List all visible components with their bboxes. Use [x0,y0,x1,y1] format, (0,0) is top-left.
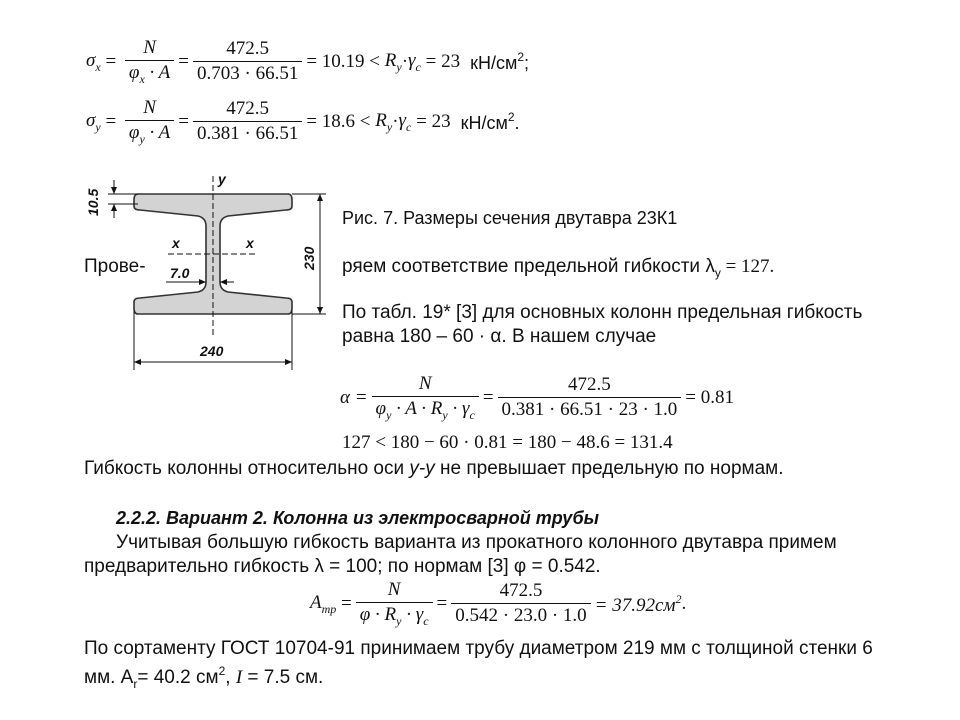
section-title: 2.2.2. Вариант 2. Колонна из электросварной трубы [116,508,600,528]
fraction-area-numeric: $\frac{472.5}{0.542 \cdot 23.0 \cdot 1.0}$ [451,581,590,627]
sigma-symbol: $\sigma_x$ [86,49,101,74]
fraction-area-symbolic: $\frac{N}{\varphi \cdot R_y \cdot \gamma_c}$ [356,580,433,628]
conclusion-text: Гибкость колонны относительно оси y-y не превышает предельную по нормам. [84,458,784,479]
equation-sigma-y: $\sigma_y$ = $\frac{N}{\varphi_y \cdot A}$ = $\frac{472.5}{0.381 \cdot 66.51}$ = 18.6 < $R_y$ · $\gamma_c$ = 23 $кН/см^2$. [86,97,520,146]
equation-alpha: α = $\frac{N}{\varphi_y \cdot A \cdot R_y \cdot \gamma_c}$ = $\frac{472.5}{0.381 \cdot 66.51 \cdot 23 \cdot 1.0}$ = 0.81 [340,373,734,422]
dim-web-label: 7.0 [170,265,190,281]
axis-x-left-label: x [172,235,180,251]
axis-y-label: y [218,171,226,187]
dim-width-label: 240 [200,343,224,359]
final-text-line1: По сортаменту ГОСТ 10704-91 принимаем трубу диаметром 219 мм с толщиной стенки 6 [84,638,873,659]
fraction-alpha-numeric: $\frac{472.5}{0.381 \cdot 66.51 \cdot 23 \cdot 1.0}$ [498,375,682,421]
fraction-alpha-symbolic: $\frac{N}{\varphi_y \cdot A \cdot R_y \cdot \gamma_c}$ [372,374,479,422]
equation-sigma-x: $\sigma_x$ = $\frac{N}{\varphi_x \cdot A}$ = $\frac{472.5}{0.703 \cdot 66.51}$ = 10.19 < $R_y$ · $\gamma_c$ = 23 $кН/см^2$; [86,37,530,86]
final-text-line2: мм. $А_r= 40.2$ $см^2$, I = 7.5 см. [84,664,324,691]
equation-limit-check: 127 < 180 − 60 · 0.81 = 180 − 48.6 = 131.4 [342,432,673,453]
equation-area-required: $A_{тр}$ = $\frac{N}{\varphi \cdot R_y \cdot \gamma_c}$ = $\frac{472.5}{0.542 \cdot 23.0 \cdot 1.0}$ = $37.92см^2$ . [310,579,687,628]
figure-caption: Рис. 7. Размеры сечения двутавра 23К1 [342,208,678,228]
paragraph-limit-line1: По табл. 19* [3] для основных колонн предельная гибкость [342,302,863,323]
fraction-n-over-phi-a: $\frac{N}{\varphi_x \cdot A}$ [125,38,174,86]
check-text-right: ряем соответствие предельной гибкости $\lambda_y = 127$. [342,256,775,280]
fraction-numeric: $\frac{472.5}{0.703 \cdot 66.51}$ [193,39,302,85]
fraction-n-over-phi-a: $\frac{N}{\varphi_y \cdot A}$ [125,98,174,146]
section-text-line1: Учитывая большую гибкость варианта из прокатного колонного двутавра примем [116,532,837,553]
section-text-line2: предварительно гибкость λ = 100; по нормам [3] φ = 0.542. [84,556,601,577]
dim-flange-label: 10.5 [85,188,101,216]
dim-height-label: 230 [301,246,317,270]
sigma-symbol: $\sigma_y$ [86,109,101,134]
fraction-numeric: $\frac{472.5}{0.381 \cdot 66.51}$ [193,99,302,145]
paragraph-limit-line2: равна 180 – 60 · α. В нашем случае [342,326,657,347]
check-text-left: Прове- [84,256,146,277]
axis-x-right-label: x [246,235,254,251]
